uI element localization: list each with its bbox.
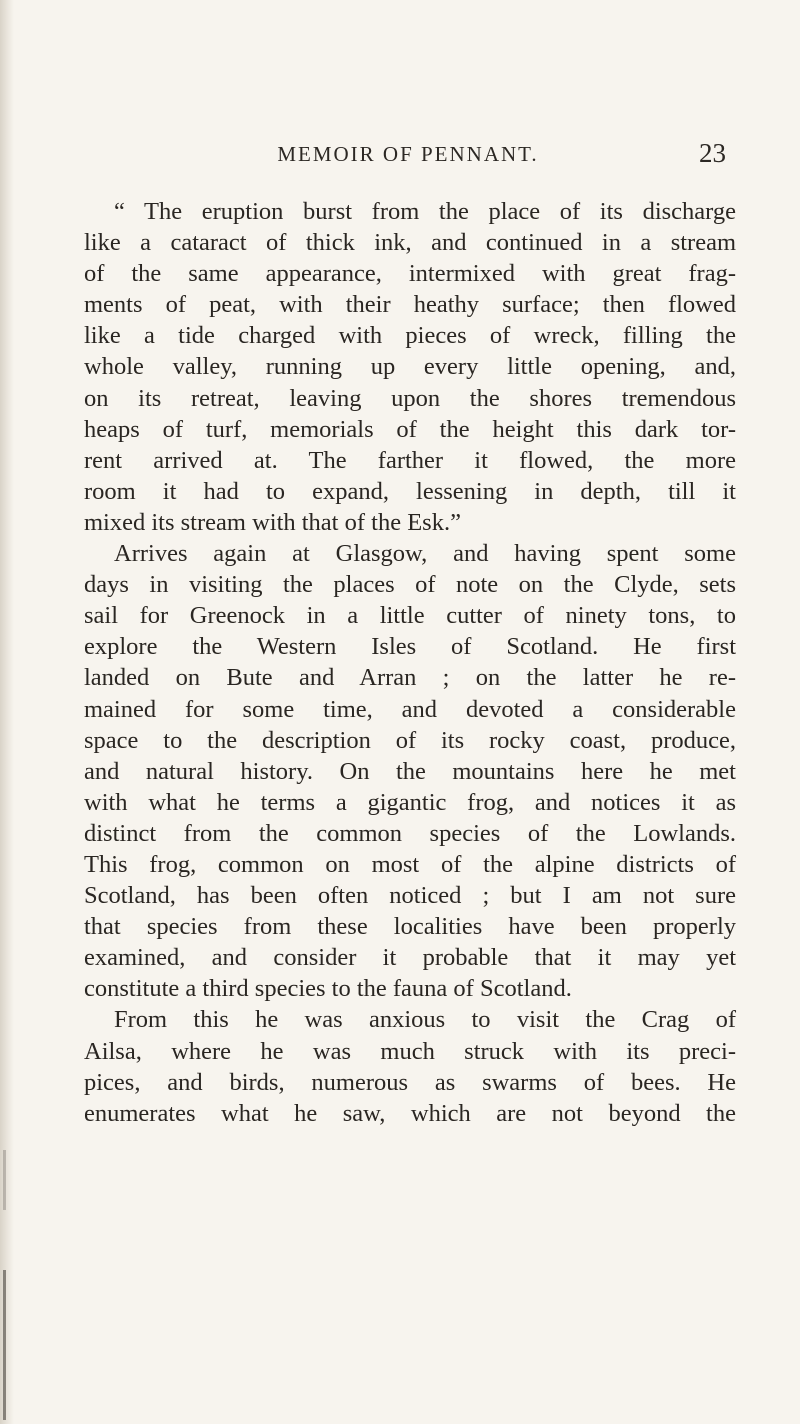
text-line: Ailsa, where he was much struck with its preci- — [84, 1037, 736, 1065]
binding-shadow — [3, 1150, 6, 1210]
text-line: space to the description of its rocky coast, produce, — [84, 726, 736, 754]
text-line: like a cataract of thick ink, and continued in a stream — [84, 229, 736, 257]
text-line: on its retreat, leaving upon the shores tremendous — [84, 384, 736, 412]
text-line: room it had to expand, lessening in depth, till it — [84, 477, 736, 505]
text-line: whole valley, running up every little opening, and, — [84, 353, 736, 381]
text-line: pices, and birds, numerous as swarms of bees. He — [84, 1068, 736, 1096]
text-line: landed on Bute and Arran ; on the latter he re- — [84, 664, 736, 692]
text-line: “ The eruption burst from the place of its discharge — [114, 198, 736, 225]
page-number: 23 — [699, 138, 726, 168]
text-line: with what he terms a gigantic frog, and notices it as — [84, 788, 736, 816]
text-line: ments of peat, with their heathy surface; then flowed — [84, 291, 736, 319]
text-line: heaps of turf, memorials of the height this dark tor- — [84, 415, 736, 443]
text-line: rent arrived at. The farther it flowed, the more — [84, 446, 736, 474]
text-line: mained for some time, and devoted a considerable — [84, 695, 736, 723]
page-header — [84, 138, 732, 178]
text-line: mixed its stream with that of the Esk.” — [84, 508, 461, 536]
text-line: days in visiting the places of note on the Clyde, sets — [84, 571, 736, 599]
text-line: explore the Western Isles of Scotland. He first — [84, 633, 736, 661]
text-line: constitute a third species to the fauna of Scotland. — [84, 975, 572, 1003]
text-line: Arrives again at Glasgow, and having spent some — [114, 540, 736, 568]
text-line: sail for Greenock in a little cutter of ninety tons, to — [84, 602, 736, 630]
text-line: enumerates what he saw, which are not beyond the — [84, 1099, 736, 1127]
running-head: MEMOIR OF PENNANT. — [277, 142, 539, 166]
binding-shadow — [3, 1270, 6, 1420]
page-binding-edge — [0, 0, 14, 1424]
text-line: that species from these localities have been properly — [84, 913, 736, 941]
text-line: From this he was anxious to visit the Crag of — [114, 1006, 736, 1034]
text-line: like a tide charged with pieces of wreck, filling the — [84, 322, 736, 350]
text-line: Scotland, has been often noticed ; but I am not sure — [84, 882, 736, 910]
text-line: examined, and consider it probable that it may yet — [84, 944, 736, 972]
body-text — [84, 196, 736, 1129]
text-line: distinct from the common species of the Lowlands. — [84, 819, 736, 847]
text-line: This frog, common on most of the alpine districts of — [84, 850, 736, 878]
text-line: of the same appearance, intermixed with great frag- — [84, 260, 736, 288]
text-line: and natural history. On the mountains here he met — [84, 757, 736, 785]
